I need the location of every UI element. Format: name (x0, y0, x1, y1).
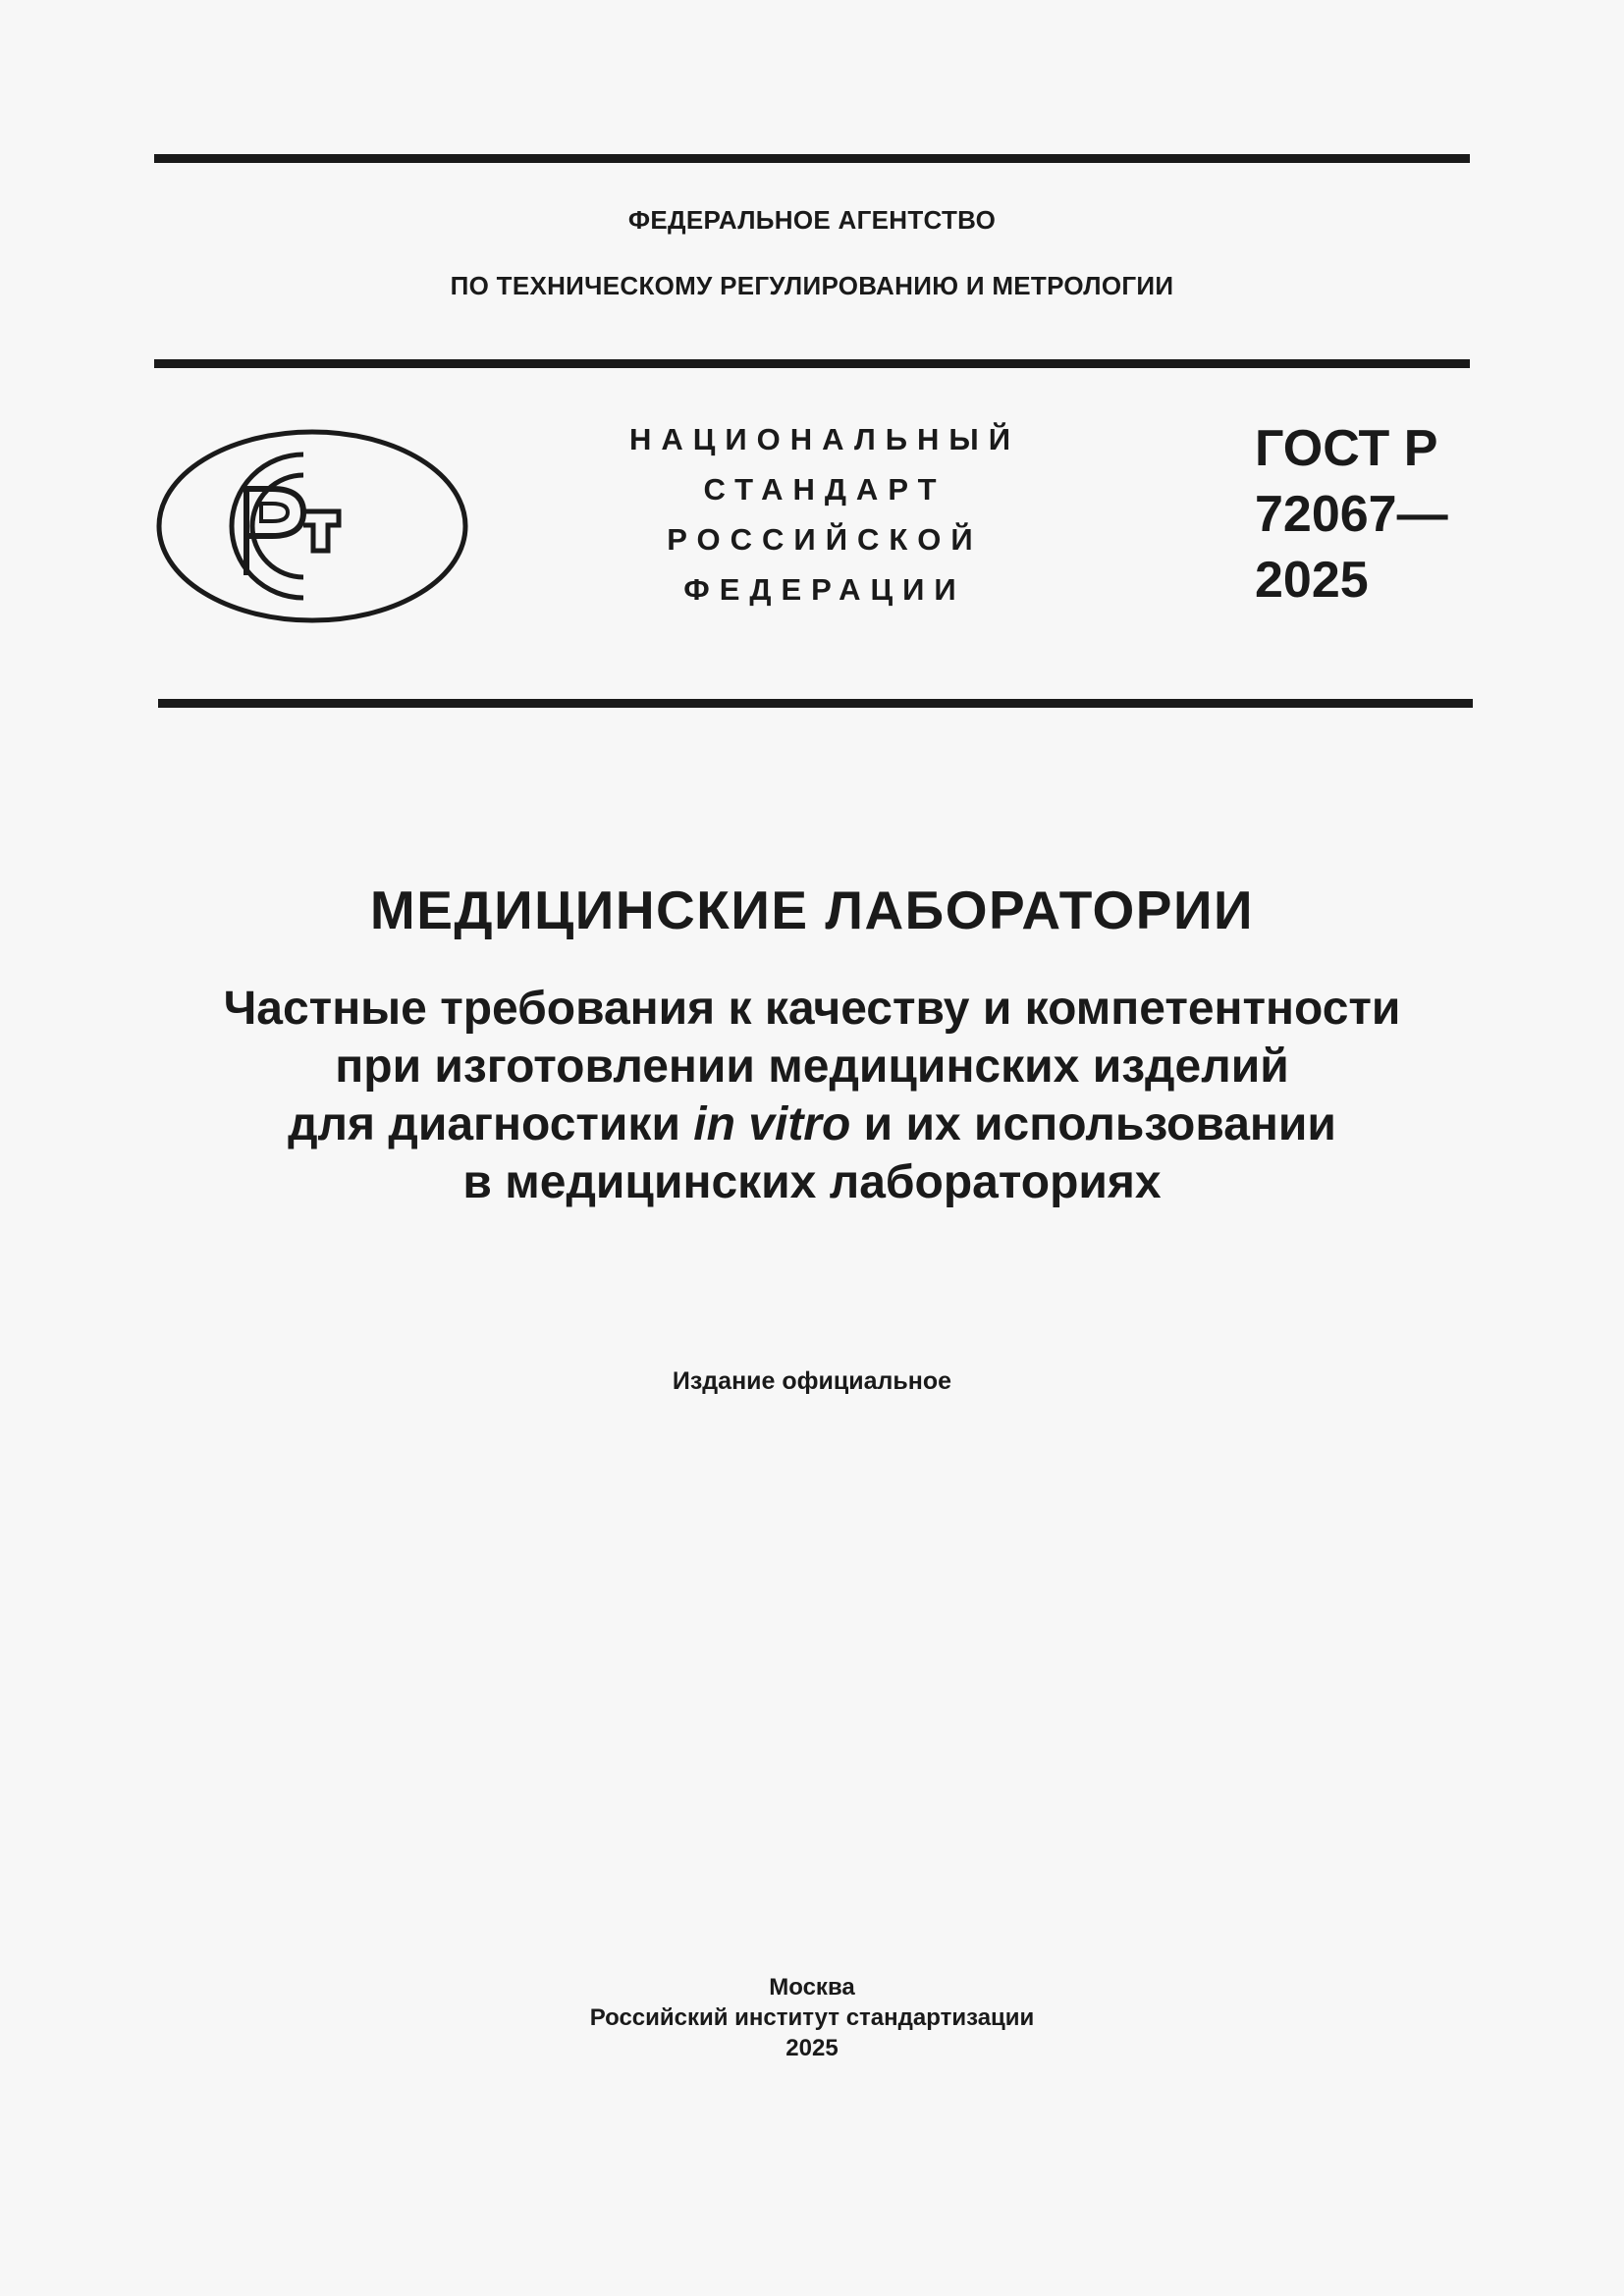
national-standard-line1: НАЦИОНАЛЬНЫЙ (628, 422, 1021, 456)
imprint-year: 2025 (785, 2035, 839, 2061)
national-standard-line2: СТАНДАРТ (703, 472, 947, 507)
subtitle-line1: Частные требования к качеству и компетентности (223, 983, 1401, 1035)
agency-name-line2: ПО ТЕХНИЧЕСКОМУ РЕГУЛИРОВАНИЮ И МЕТРОЛОГИИ (450, 271, 1174, 300)
designation-line3: 2025 (1255, 552, 1369, 609)
header-bottom-rule (158, 699, 1473, 708)
imprint-publisher: Российский институт стандартизации (589, 2004, 1035, 2031)
imprint-city: Москва (769, 1974, 855, 2001)
subtitle-line3 (154, 1095, 1470, 1153)
standard-designation (1255, 416, 1448, 614)
agency-name-line1: ФЕДЕРАЛЬНОЕ АГЕНТСТВО (627, 205, 997, 235)
header-divider-rule (154, 359, 1470, 368)
national-standard-line4: ФЕДЕРАЦИИ (683, 572, 966, 607)
subtitle-line2: при изготовлении медицинских изделий (335, 1041, 1289, 1093)
subtitle-line3-before: для диагностики (288, 1098, 694, 1150)
designation-line1: ГОСТ Р (1255, 420, 1438, 477)
subtitle-line4: в медицинских лабораториях (462, 1156, 1162, 1208)
top-rule (154, 154, 1470, 163)
subtitle-line3-after: и их использовании (850, 1098, 1336, 1150)
rst-conformity-mark-icon (156, 428, 470, 624)
national-standard-line3: РОССИЙСКОЙ (667, 522, 983, 557)
edition-label: Издание официальное (672, 1367, 952, 1395)
designation-line2: 72067— (1255, 486, 1448, 543)
document-title: МЕДИЦИНСКИЕ ЛАБОРАТОРИИ (369, 880, 1255, 940)
subtitle-italic-in-vitro: in vitro (693, 1098, 851, 1150)
document-subtitle (154, 980, 1470, 1211)
imprint (154, 1972, 1470, 2063)
